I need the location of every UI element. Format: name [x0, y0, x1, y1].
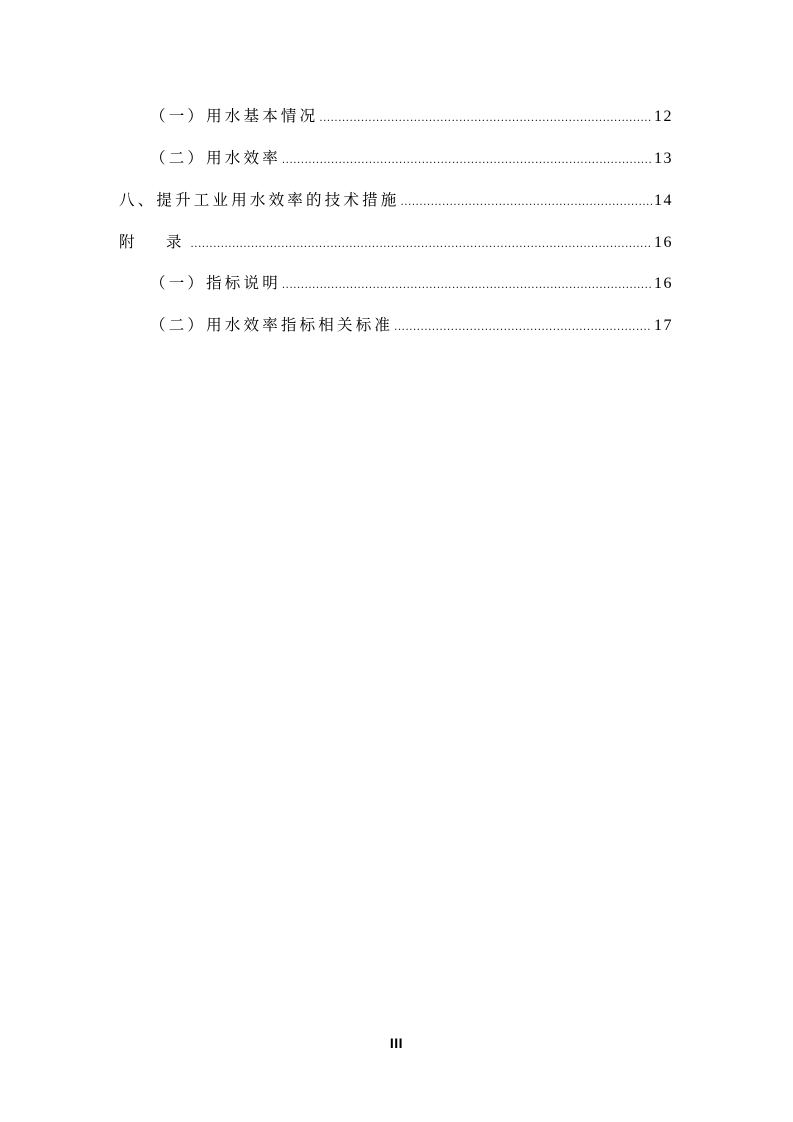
toc-dot-leader	[319, 107, 652, 131]
toc-entry-efficiency-standards[interactable]	[150, 313, 673, 337]
toc-entry-page: 16	[654, 234, 673, 251]
toc-dot-leader	[191, 233, 652, 257]
toc-entry-page: 13	[654, 150, 673, 167]
toc-entry-title: （二）用水效率	[150, 149, 281, 167]
toc-entry-water-usage-basics[interactable]	[150, 104, 673, 128]
toc-entry-title: 附 录	[119, 233, 190, 251]
toc-entry-water-efficiency[interactable]	[150, 146, 673, 170]
toc-dot-leader	[394, 316, 652, 340]
toc-dot-leader	[401, 191, 652, 215]
toc-entry-appendix[interactable]	[119, 230, 673, 254]
toc-entry-page: 17	[654, 317, 673, 334]
toc-entry-page: 12	[654, 108, 673, 125]
toc-entry-page: 14	[654, 192, 673, 209]
toc-entry-section-8[interactable]	[119, 188, 673, 212]
toc-entry-title: （二）用水效率指标相关标准	[150, 316, 394, 334]
toc-entry-title: （一）指标说明	[150, 274, 281, 292]
toc-entry-title: 八、提升工业用水效率的技术措施	[119, 191, 400, 209]
toc-dot-leader	[282, 149, 652, 173]
toc-entry-indicator-notes[interactable]	[150, 271, 673, 295]
page-number: III	[389, 1035, 404, 1051]
toc-entry-page: 16	[654, 275, 673, 292]
toc-entry-title: （一）用水基本情况	[150, 107, 319, 125]
toc-dot-leader	[282, 274, 652, 298]
